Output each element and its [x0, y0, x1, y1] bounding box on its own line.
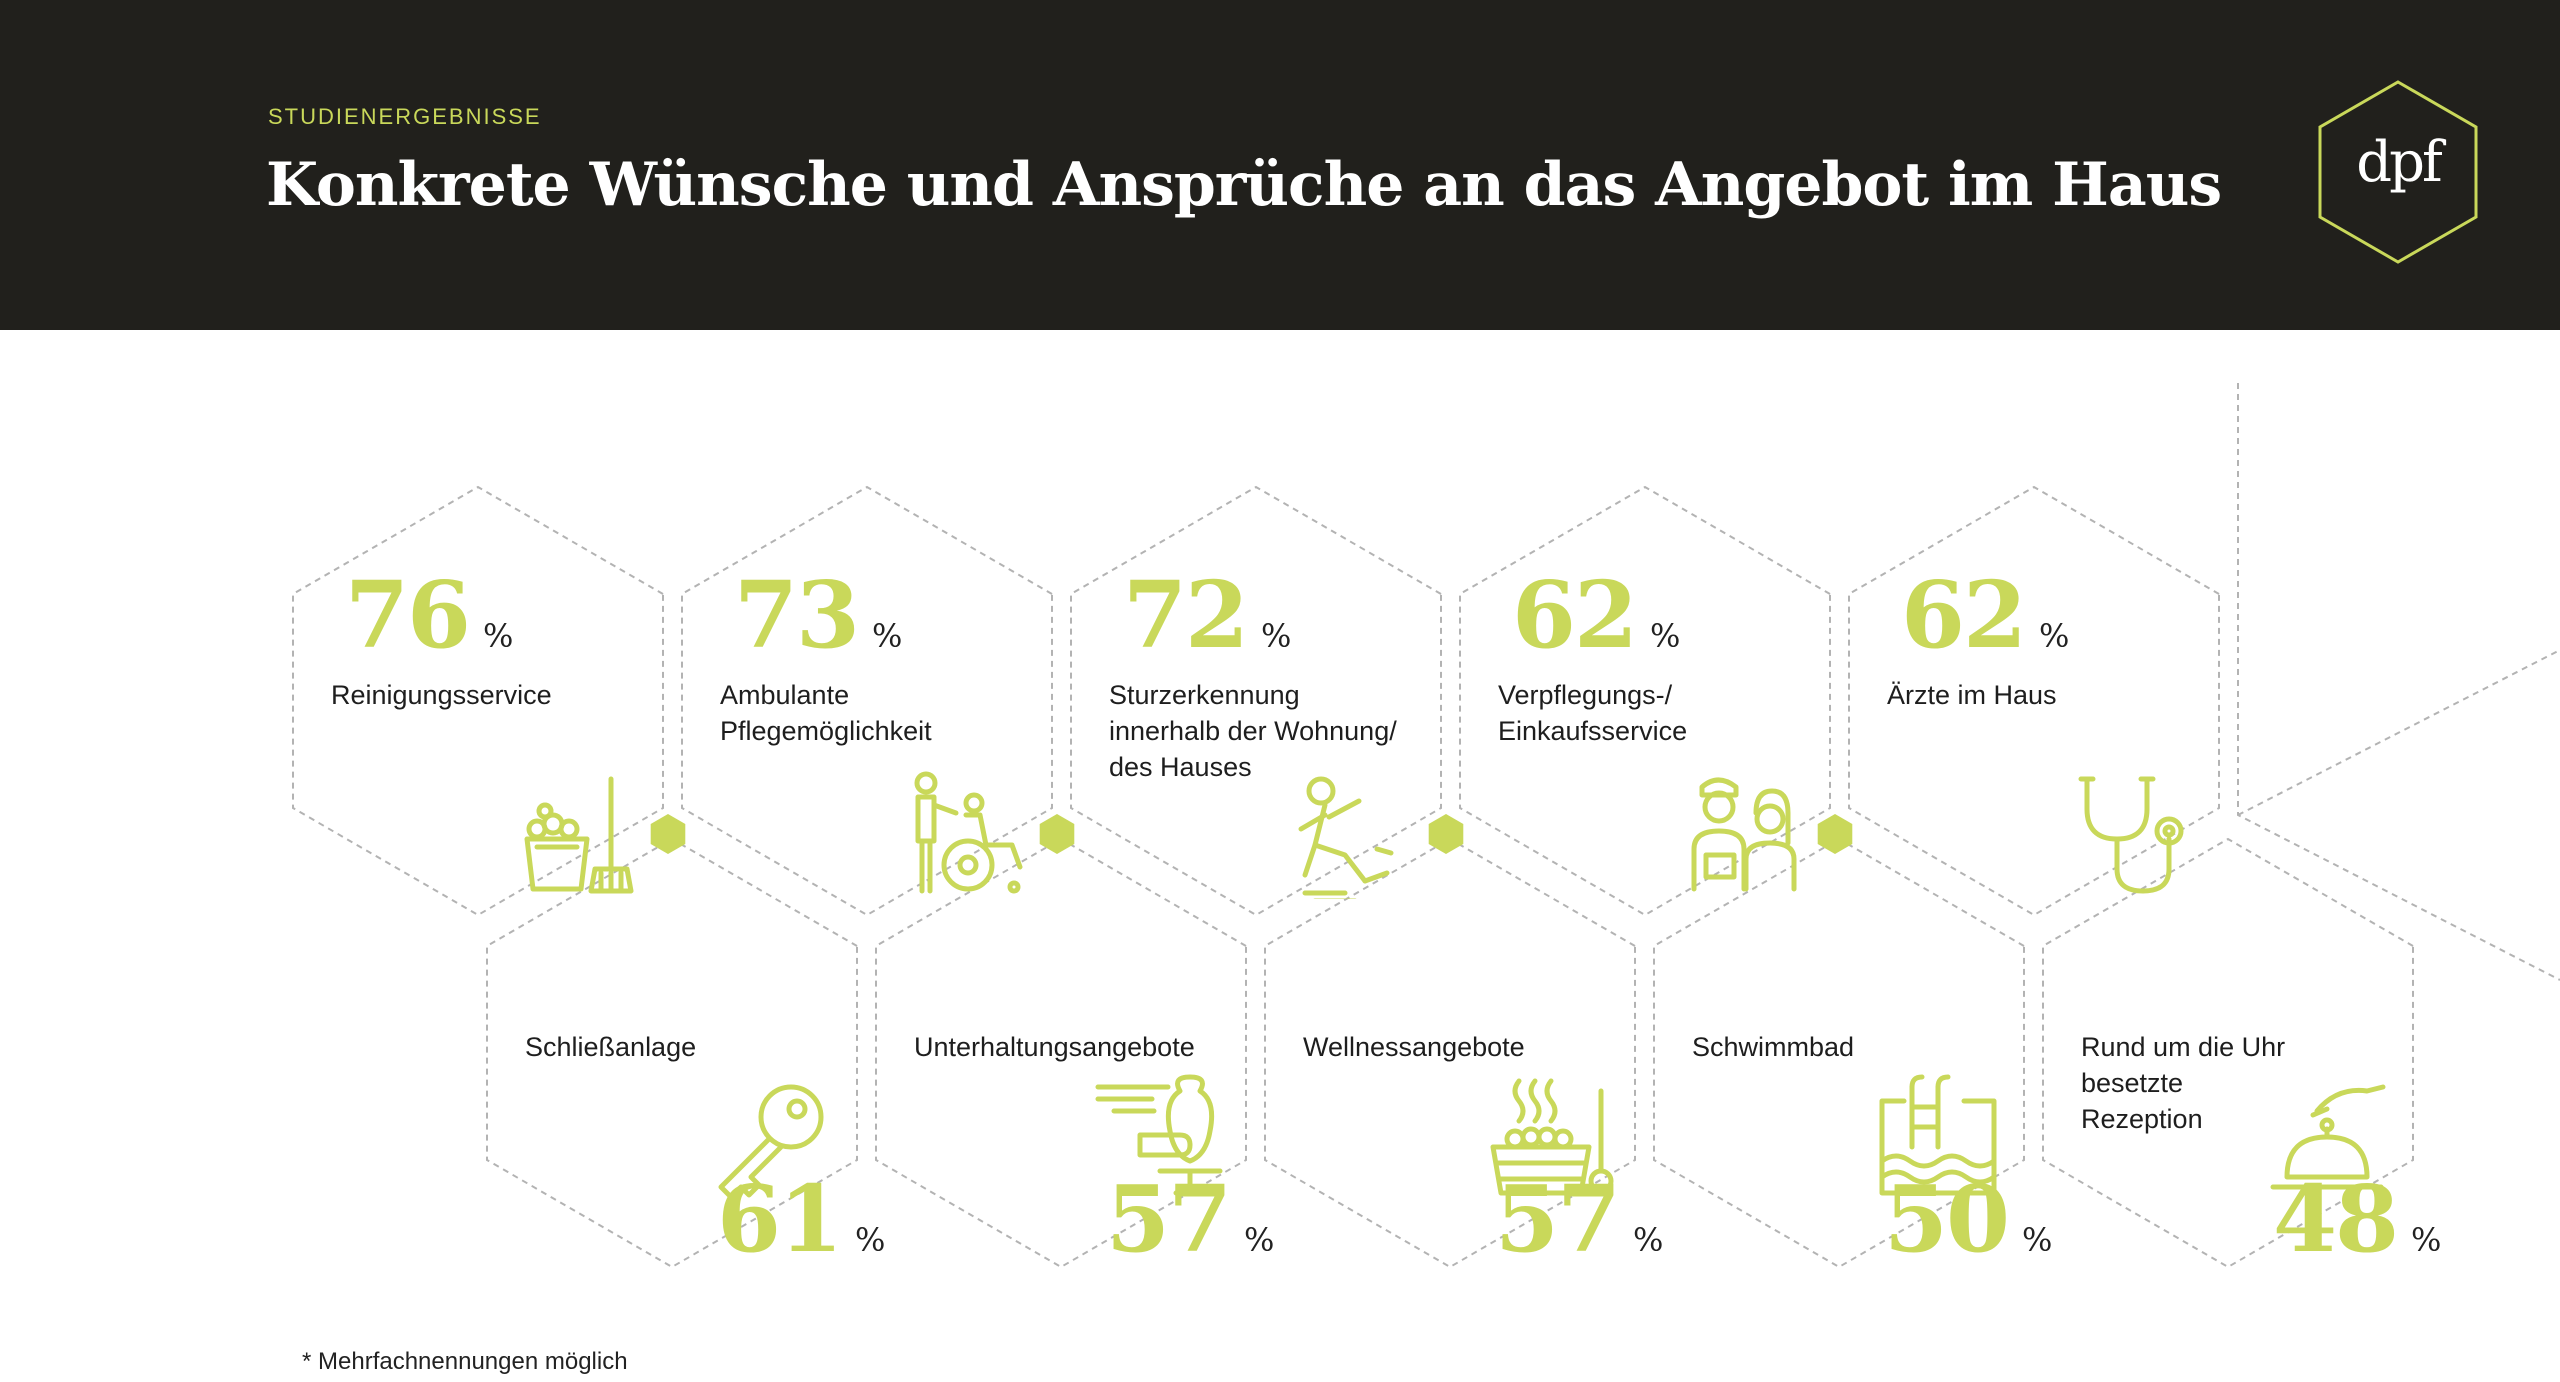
result-label: Ambulante Pflegemöglichkeit	[720, 680, 932, 746]
bottom-result-card	[1654, 839, 2053, 1273]
pottery-icon	[1090, 1071, 1230, 1201]
percent-sign: %	[855, 1221, 886, 1259]
percentage-value	[1512, 561, 1681, 669]
percentage-number: 57	[1106, 1165, 1231, 1273]
reception-bell-icon	[2257, 1071, 2397, 1201]
section-kicker: STUDIENERGEBNISSE	[268, 104, 542, 129]
result-label: Unterhaltungsangebote	[914, 1032, 1195, 1062]
logo-text: dpf	[2356, 130, 2440, 195]
percent-sign: %	[2022, 1221, 2053, 1259]
percent-sign: %	[872, 617, 903, 655]
sauna-icon	[1479, 1071, 1619, 1201]
bottom-result-card	[487, 839, 886, 1273]
percentage-number: 57	[1495, 1165, 1620, 1273]
result-label: Sturzerkennung innerhalb der Wohnung/ des Hauses	[1109, 680, 1397, 782]
percent-sign: %	[2411, 1221, 2442, 1259]
percentage-number: 72	[1123, 561, 1248, 669]
page-title: Konkrete Wünsche und Ansprüche an das Angebot im Haus	[266, 150, 2222, 220]
percentage-value	[1901, 561, 2070, 669]
percent-sign: %	[1633, 1221, 1664, 1259]
footnote: * Mehrfachnennungen möglich	[302, 1348, 628, 1375]
percent-sign: %	[483, 617, 514, 655]
percentage-number: 48	[2273, 1165, 2398, 1273]
result-label: Schließanlage	[525, 1032, 697, 1062]
bottom-result-card	[1265, 839, 1664, 1273]
percentage-value	[1123, 561, 1292, 669]
key-icon	[701, 1071, 841, 1201]
percentage-number: 50	[1884, 1165, 2009, 1273]
result-label: Wellnessangebote	[1303, 1032, 1525, 1062]
hex-outline-partial	[2238, 650, 2560, 815]
result-label: Verpflegungs-/ Einkaufsservice	[1498, 680, 1688, 746]
result-label: Rund um die Uhr besetzte Rezeption	[2081, 1032, 2286, 1134]
percent-sign: %	[1244, 1221, 1275, 1259]
bottom-result-card	[2043, 839, 2442, 1273]
percentage-number: 76	[345, 561, 470, 669]
result-label: Ärzte im Haus	[1887, 680, 2057, 710]
swimming-pool-icon	[1868, 1071, 2008, 1201]
percent-sign: %	[1261, 617, 1292, 655]
percentage-number: 62	[1901, 561, 2026, 669]
result-label: Reinigungsservice	[331, 680, 552, 710]
bottom-result-card	[876, 839, 1275, 1273]
percent-sign: %	[1650, 617, 1681, 655]
percent-sign: %	[2039, 617, 2070, 655]
percentage-number: 62	[1512, 561, 1637, 669]
percentage-number: 73	[734, 561, 859, 669]
result-label: Schwimmbad	[1692, 1032, 1855, 1062]
percentage-value	[734, 561, 903, 669]
percentage-value	[345, 561, 514, 669]
percentage-number: 61	[717, 1165, 842, 1273]
